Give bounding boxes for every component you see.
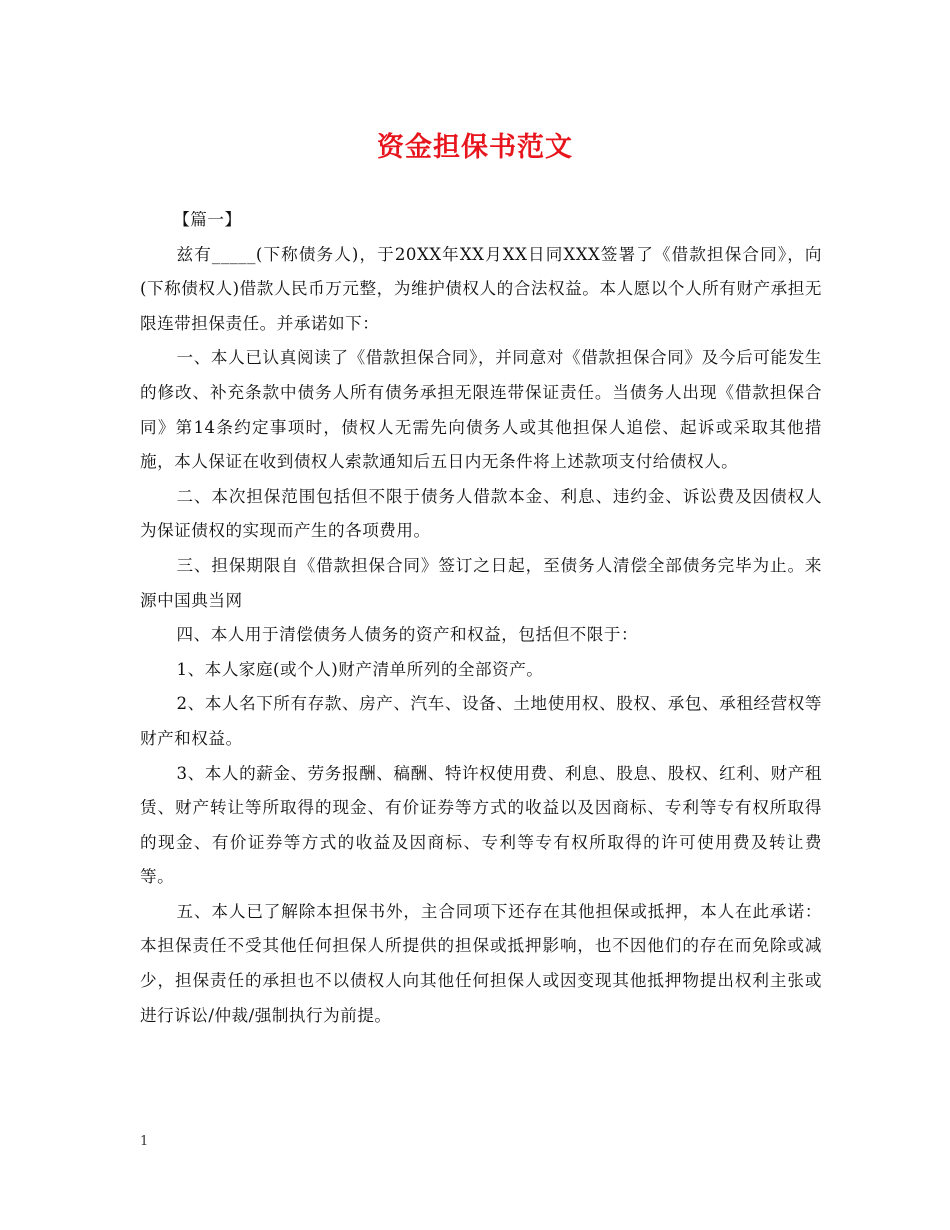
paragraph-item-3: 3、本人的薪金、劳务报酬、稿酬、特许权使用费、利息、股息、股权、红利、财产租赁、财产转让等所取得的现金、有价证券等方式的收益以及因商标、专利等专有权所取得的现金、有价证券等方式的收益及因商标、专利等专有权所取得的许可使用费及转让费等。 bbox=[140, 763, 822, 887]
document-title: 资金担保书范文 bbox=[377, 132, 573, 163]
paragraph-intro: 兹有_____(下称债务人)，于20XX年XX月XX日同XXX签署了《借款担保合同》，向(下称债权人)借款人民币万元整，为维护债权人的合法权益。本人愿以个人所有财产承担无限连带担保责任。并承诺如下： bbox=[140, 244, 822, 333]
paragraph-clause-3: 三、担保期限自《借款担保合同》签订之日起，至债务人清偿全部债务完毕为止。来源中国典当网 bbox=[140, 555, 822, 610]
paragraph-clause-5: 五、本人已了解除本担保书外，主合同项下还存在其他担保或抵押，本人在此承诺：本担保责任不受其他任何担保人所提供的担保或抵押影响，也不因他们的存在而免除或减少，担保责任的承担也不以债权人向其他任何担保人或因变现其他抵押物提出权利主张或进行诉讼/仲裁/强制执行为前提。 bbox=[140, 901, 822, 1025]
paragraph-clause-2: 二、本次担保范围包括但不限于债务人借款本金、利息、违约金、诉讼费及因债权人为保证债权的实现而产生的各项费用。 bbox=[140, 486, 822, 541]
paragraph-item-2: 2、本人名下所有存款、房产、汽车、设备、土地使用权、股权、承包、承租经营权等财产和权益。 bbox=[140, 694, 822, 748]
section-label: 【篇一】 bbox=[173, 210, 242, 229]
document-body bbox=[140, 203, 822, 1033]
page-number: 1 bbox=[140, 1134, 149, 1149]
paragraph-clause-1: 一、本人已认真阅读了《借款担保合同》，并同意对《借款担保合同》及今后可能发生的修改、补充条款中债务人所有债务承担无限连带保证责任。当债务人出现《借款担保合同》第14条约定事项时，债权人无需先向债务人或其他担保人追偿、起诉或采取其他措施，本人保证在收到债权人索款通知后五日内无条件将上述款项支付给债权人。 bbox=[140, 348, 822, 472]
paragraph-item-1: 1、本人家庭(或个人)财产清单所列的全部资产。 bbox=[176, 659, 544, 679]
paragraph-clause-4: 四、本人用于清偿债务人债务的资产和权益，包括但不限于： bbox=[176, 625, 639, 645]
